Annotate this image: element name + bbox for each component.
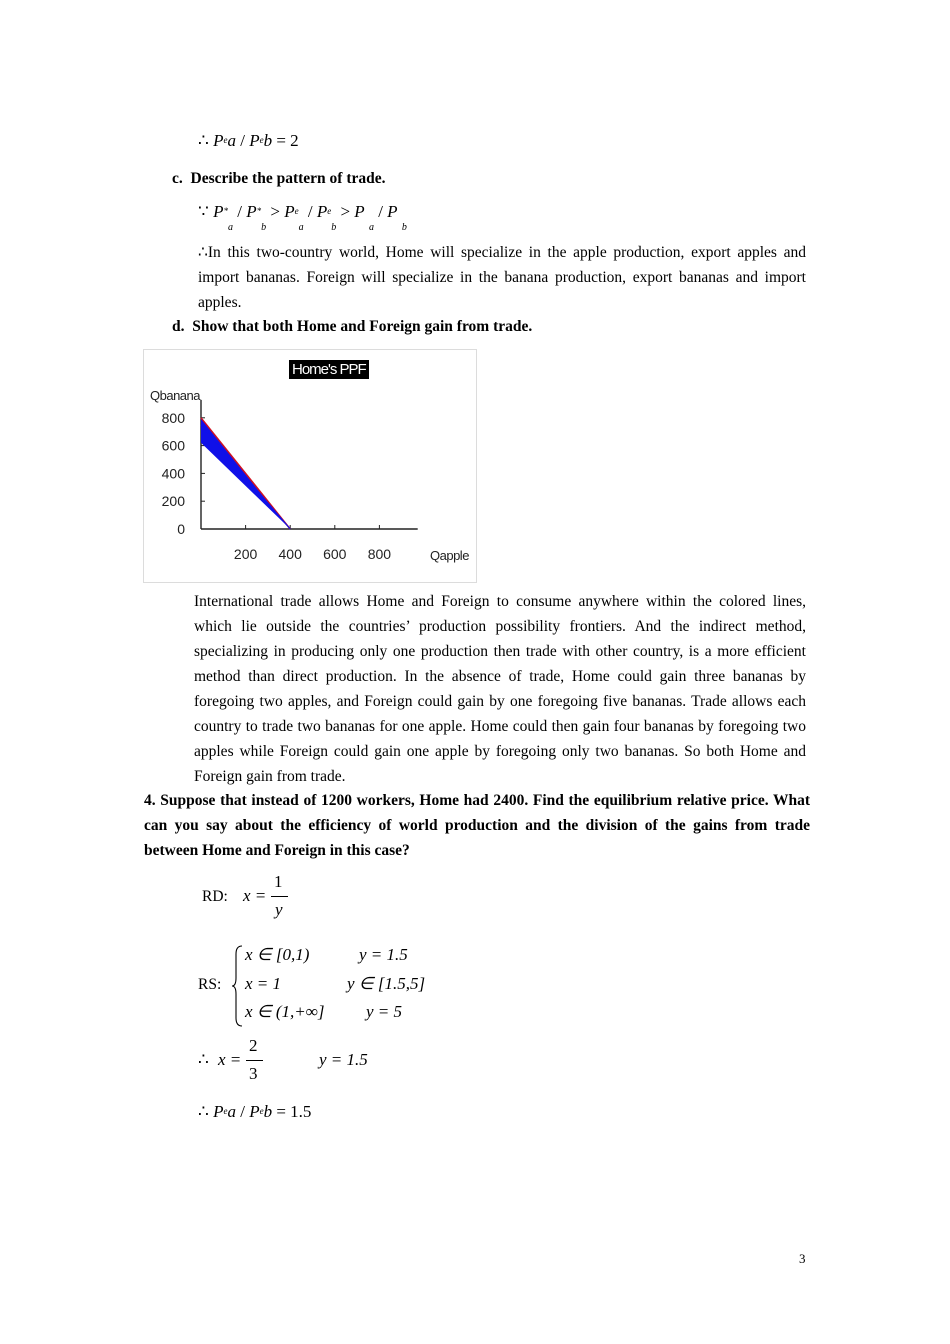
x-tick-label-0: 200 (233, 546, 258, 562)
rs-label: RS: (198, 976, 222, 993)
solution-denominator: 3 (249, 1064, 258, 1083)
rs-brace (231, 944, 245, 1028)
section-c-heading: c. Describe the pattern of trade. (172, 170, 386, 187)
rd-lhs: x = (243, 886, 267, 905)
x-tick-label-2: 600 (323, 546, 347, 562)
rs-row-1-val: y = 1.5 (359, 945, 408, 964)
rd-denominator: y (275, 900, 283, 919)
trade-line (201, 425, 290, 529)
pattern-of-trade-text: ∴In this two-country world, Home will specialize in the apple production, export apples and import bananas. Foreign will specialize in the banana production, export bananas and import apples. (198, 244, 806, 311)
price-ratio-result-b: ∴ Pea / Peb = 2 (198, 131, 299, 150)
solution-x-lhs: x = (218, 1050, 242, 1069)
x-tick-label-1: 400 (278, 546, 302, 562)
rs-row-3-val: y = 5 (366, 1002, 403, 1021)
y-tick-label-1: 600 (161, 437, 185, 454)
solution-y: y = 1.5 (319, 1050, 368, 1069)
y-tick-label-0: 800 (161, 409, 185, 426)
home-ppf-chart (143, 349, 477, 583)
rd-fraction-bar (271, 896, 288, 897)
rs-row-2-cond: x = 1 (245, 974, 282, 993)
relative-price-inequality: ∵ $P*_a / P*_b > Pe_a / Pe_b > P$ $_a$ / P $_b$ (198, 202, 407, 233)
section-d-heading: d. Show that both Home and Foreign gain from trade. (172, 318, 533, 335)
rs-row-2-val: y ∈ [1.5,5] (347, 974, 426, 993)
ppf-line (201, 418, 290, 529)
question-4: 4. Suppose that instead of 1200 workers, Home had 2400. Find the equilibrium relative price. What can you say about the efficiency of world production and the division of the gains from trade between Home and Foreign in this case? (144, 792, 810, 859)
chart-title: Home's PPF (289, 360, 369, 379)
x-tick-label-3: 800 (367, 546, 392, 562)
x-axis-label: Qapple (430, 548, 469, 563)
solution-numerator: 2 (249, 1036, 258, 1055)
rs-row-1-cond: x ∈ [0,1) (245, 945, 310, 964)
price-ratio-result-4: ∴ Pea / Peb = 1.5 (198, 1102, 312, 1121)
rs-row-3-cond: x ∈ (1,+∞] (245, 1002, 325, 1021)
ppf-plot (144, 350, 476, 582)
solution-therefore: ∴ (198, 1050, 209, 1069)
rd-numerator: 1 (274, 872, 283, 891)
y-tick-label-4: 0 (177, 521, 185, 537)
rd-label: RD: (202, 888, 228, 905)
solution-fraction-bar (246, 1060, 263, 1061)
gains-from-trade-text: International trade allows Home and Foreign to consume anywhere within the colored lines, which lie outside the countries’ production possibility frontiers. And the indirect method, specializing in producing only one production then trade with other country, is a more efficient method than direct production. In the absence of trade, Home could gain three bananas by foregoing two apples, and Foreign could gain by one foregoing five bananas. Trade allows each country to trade two bananas for one apple. Home could then gain four bananas by foregoing two apples while Foreign could gain one apple by foregoing only two bananas. So both Home and Foreign gain from trade. (194, 593, 806, 785)
y-axis-label: Qbanana (150, 388, 200, 403)
page-number: 3 (799, 1251, 806, 1266)
y-tick-label-3: 200 (161, 493, 185, 510)
y-tick-label-2: 400 (161, 465, 185, 482)
